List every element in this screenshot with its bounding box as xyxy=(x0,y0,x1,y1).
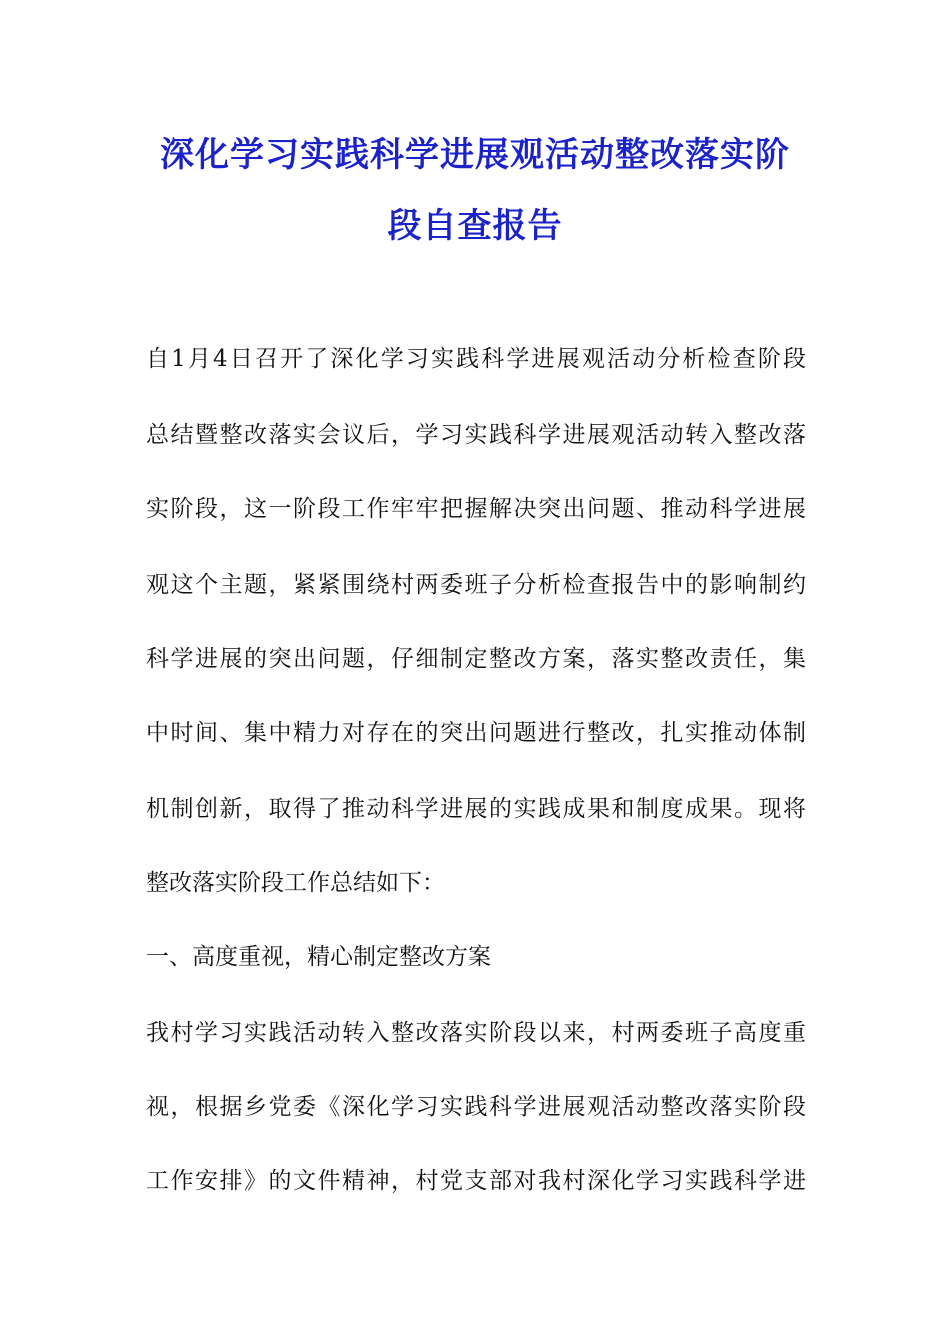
body-line: 整改落实阶段工作总结如下： xyxy=(146,870,445,896)
body-line: 视，根据乡党委《深化学习实践科学进展观活动整改落实阶段 xyxy=(146,1094,806,1120)
body-line: 机制创新，取得了推动科学进展的实践成果和制度成果。现将 xyxy=(146,796,806,822)
body-line: 自1月4日召开了深化学习实践科学进展观活动分析检查阶段 xyxy=(146,346,806,372)
document-title-line-1: 深化学习实践科学进展观活动整改落实阶 xyxy=(160,135,790,175)
body-line: 中时间、集中精力对存在的突出问题进行整改，扎实推动体制 xyxy=(146,720,806,746)
body-line: 科学进展的突出问题，仔细制定整改方案，落实整改责任，集 xyxy=(146,646,806,672)
document-title-line-2: 段自查报告 xyxy=(387,206,563,246)
body-line: 实阶段，这一阶段工作牢牢把握解决突出问题、推动科学进展 xyxy=(146,496,806,522)
body-line: 观这个主题，紧紧围绕村两委班子分析检查报告中的影响制约 xyxy=(146,572,806,598)
section-heading: 一、高度重视，精心制定整改方案 xyxy=(146,944,491,970)
body-line: 总结暨整改落实会议后，学习实践科学进展观活动转入整改落 xyxy=(146,422,806,448)
body-line: 我村学习实践活动转入整改落实阶段以来，村两委班子高度重 xyxy=(146,1020,806,1046)
body-line: 工作安排》的文件精神，村党支部对我村深化学习实践科学进 xyxy=(146,1168,806,1194)
